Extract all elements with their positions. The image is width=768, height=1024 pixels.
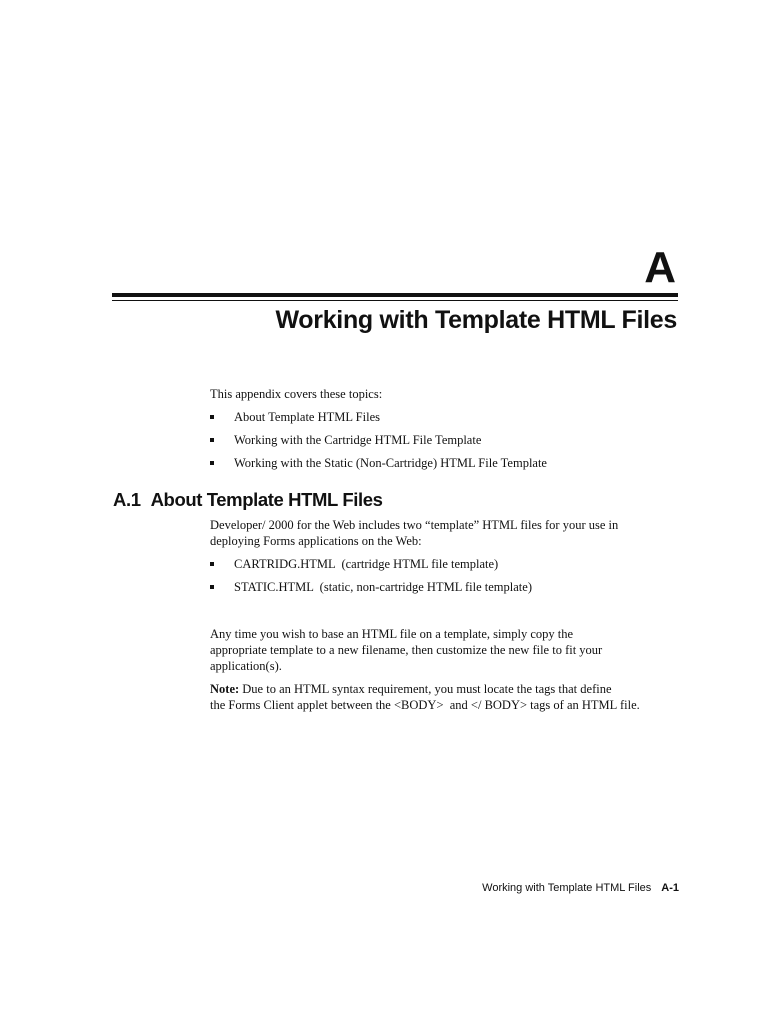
paragraph-line: Developer/ 2000 for the Web includes two “template” HTML files for your use in bbox=[210, 518, 619, 532]
paragraph-line: Due to an HTML syntax requirement, you must locate the tags that define bbox=[239, 682, 612, 696]
bullet-icon bbox=[210, 562, 214, 566]
list-item bbox=[210, 455, 672, 471]
template-usage-paragraph bbox=[210, 626, 672, 674]
intro-lead: This appendix covers these topics: bbox=[210, 387, 383, 401]
bullet-icon bbox=[210, 438, 214, 442]
bullet-icon bbox=[210, 461, 214, 465]
topic-text: Working with the Cartridge HTML File Template bbox=[234, 433, 482, 447]
heading-rule-thick bbox=[112, 293, 678, 297]
topic-text: Working with the Static (Non-Cartridge) HTML File Template bbox=[234, 456, 547, 470]
file-text: CARTRIDG.HTML (cartridge HTML file template) bbox=[234, 557, 499, 571]
chapter-title: Working with Template HTML Files bbox=[275, 306, 677, 334]
footer-title: Working with Template HTML Files bbox=[482, 882, 652, 894]
intro-block bbox=[210, 386, 672, 471]
section-intro-paragraph bbox=[210, 517, 672, 549]
paragraph-line: appropriate template to a new filename, then customize the new file to fit your bbox=[210, 643, 603, 657]
page-number: A-1 bbox=[661, 882, 679, 894]
paragraph-line: Any time you wish to base an HTML file on a template, simply copy the bbox=[210, 627, 574, 641]
list-item bbox=[210, 579, 672, 595]
template-usage-block bbox=[210, 626, 672, 713]
section-a1-body bbox=[210, 517, 672, 595]
appendix-letter: A bbox=[644, 243, 676, 292]
page-footer bbox=[482, 882, 679, 894]
topic-text: About Template HTML Files bbox=[234, 410, 380, 424]
note-paragraph bbox=[210, 681, 672, 713]
bullet-icon bbox=[210, 585, 214, 589]
topic-list bbox=[210, 409, 672, 471]
paragraph-line: the Forms Client applet between the <BODY> and </ BODY> tags of an HTML file. bbox=[210, 698, 640, 712]
file-text: STATIC.HTML (static, non-cartridge HTML file template) bbox=[234, 580, 532, 594]
list-item bbox=[210, 556, 672, 572]
note-label: Note: bbox=[210, 682, 240, 696]
section-heading bbox=[113, 489, 382, 511]
list-item bbox=[210, 432, 672, 448]
paragraph-line: application(s). bbox=[210, 659, 282, 673]
section-title: About Template HTML Files bbox=[150, 489, 383, 510]
heading-rule-thin bbox=[112, 300, 678, 301]
section-number: A.1 bbox=[113, 489, 141, 510]
list-item bbox=[210, 409, 672, 425]
bullet-icon bbox=[210, 415, 214, 419]
paragraph-line: deploying Forms applications on the Web: bbox=[210, 534, 422, 548]
file-list bbox=[210, 556, 672, 595]
